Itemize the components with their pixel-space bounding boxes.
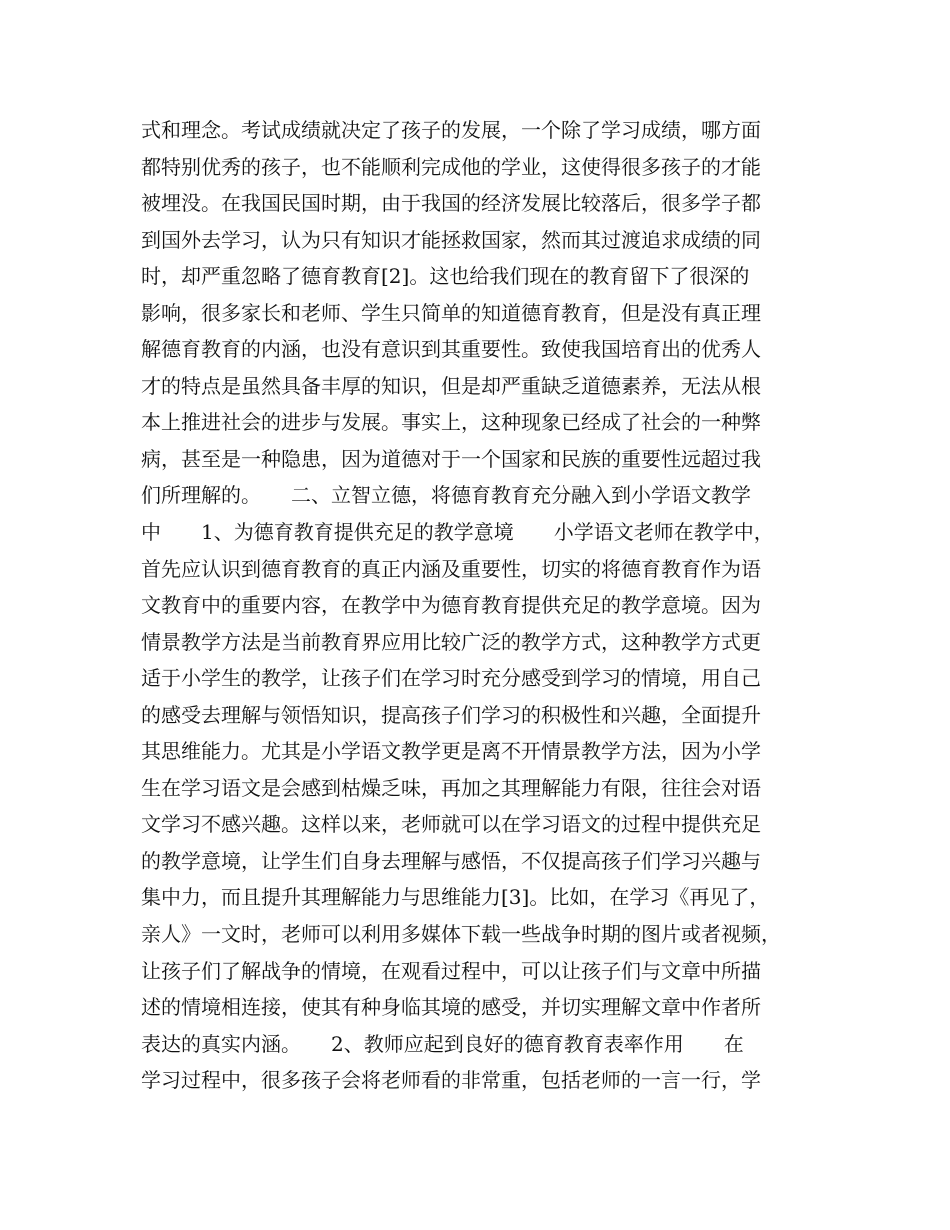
text-line: 的感受去理解与领悟知识，提高孩子们学习的积极性和兴趣，全面提升 <box>141 702 761 727</box>
text-line: 影响，很多家长和老师、学生只简单的知道德育教育，但是没有真正理 <box>141 300 761 325</box>
text-line: 文教育中的重要内容，在教学中为德育教育提供充足的教学意境。因为 <box>141 593 761 618</box>
text-line: 情景教学方法是当前教育界应用比较广泛的教学方式，这种教学方式更 <box>141 629 761 654</box>
text-line: 被埋没。在我国民国时期，由于我国的经济发展比较落后，很多学子都 <box>141 191 761 216</box>
text-line: 表达的真实内涵。 2、教师应起到良好的德育教育表率作用 在 <box>141 1031 744 1056</box>
text-line: 文学习不感兴趣。这样以来，老师就可以在学习语文的过程中提供充足 <box>141 812 761 837</box>
text-line: 集中力，而且提升其理解能力与思维能力[3]。比如，在学习《再见了， <box>141 885 770 910</box>
text-line: 让孩子们了解战争的情境，在观看过程中，可以让孩子们与文章中所描 <box>141 958 761 983</box>
text-line: 亲人》一文时，老师可以利用多媒体下载一些战争时期的图片或者视频， <box>141 922 781 947</box>
body-text <box>141 112 821 1099</box>
text-line: 中 1、为德育教育提供充足的教学意境 小学语文老师在教学中， <box>141 520 774 545</box>
text-line: 首先应认识到德育教育的真正内涵及重要性，切实的将德育教育作为语 <box>141 556 761 581</box>
text-line: 学习过程中，很多孩子会将老师看的非常重，包括老师的一言一行，学 <box>141 1068 761 1093</box>
text-line: 们所理解的。 二、立智立德，将德育教育充分融入到小学语文教学 <box>141 483 751 508</box>
text-line: 病，甚至是一种隐患，因为道德对于一个国家和民族的重要性远超过我 <box>141 446 761 471</box>
text-line: 式和理念。考试成绩就决定了孩子的发展，一个除了学习成绩，哪方面 <box>141 118 761 142</box>
text-line: 时，却严重忽略了德育教育[2]。这也给我们现在的教育留下了很深的 <box>141 264 750 289</box>
text-line: 其思维能力。尤其是小学语文教学更是离不开情景教学方法，因为小学 <box>141 739 761 764</box>
text-line: 适于小学生的教学，让孩子们在学习时充分感受到学习的情境，用自己 <box>141 666 761 691</box>
text-line: 生在学习语文是会感到枯燥乏味，再加之其理解能力有限，往往会对语 <box>141 775 761 800</box>
text-line: 才的特点是虽然具备丰厚的知识，但是却严重缺乏道德素养，无法从根 <box>141 373 761 398</box>
text-line: 到国外去学习，认为只有知识才能拯救国家，然而其过渡追求成绩的同 <box>141 227 761 252</box>
text-line: 本上推进社会的进步与发展。事实上，这种现象已经成了社会的一种弊 <box>141 410 761 435</box>
text-line: 解德育教育的内涵，也没有意识到其重要性。致使我国培育出的优秀人 <box>141 337 761 362</box>
text-line: 述的情境相连接，使其有种身临其境的感受，并切实理解文章中作者所 <box>141 995 761 1020</box>
text-line: 的教学意境，让学生们自身去理解与感悟，不仅提高孩子们学习兴趣与 <box>141 848 761 873</box>
text-line: 都特别优秀的孩子，也不能顺利完成他的学业，这使得很多孩子的才能 <box>141 154 761 179</box>
